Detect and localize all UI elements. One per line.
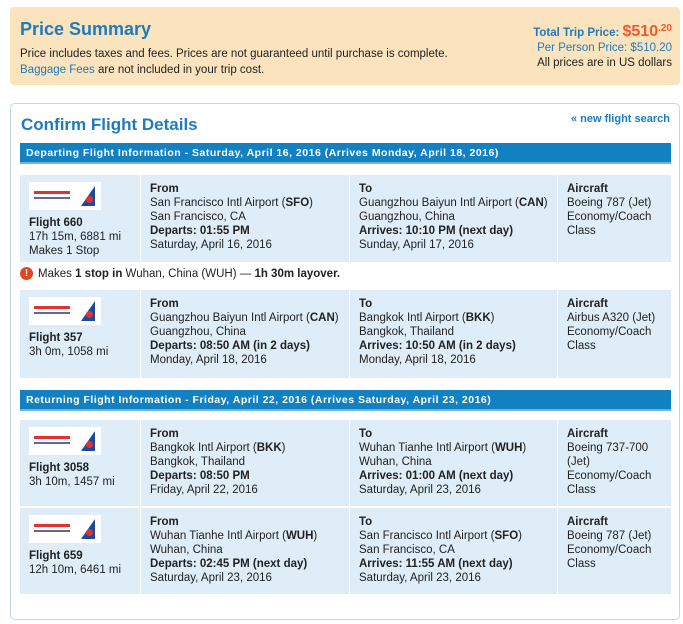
from-cell [141, 175, 349, 262]
flight-summary-cell [20, 420, 140, 506]
to-cell [350, 508, 557, 594]
airline-logo [29, 297, 101, 325]
to-city: Guangzhou, China [359, 211, 455, 223]
from-airport: Bangkok Intl Airport (BKK) [150, 442, 286, 454]
departs-time: Departs: 08:50 PM [150, 470, 250, 482]
aircraft-cell [558, 175, 671, 262]
cabin-class: Economy/Coach Class [567, 211, 652, 237]
flight-row [20, 290, 671, 378]
to-airport: Guangzhou Baiyun Intl Airport (CAN) [359, 197, 548, 209]
to-airport: Bangkok Intl Airport (BKK) [359, 312, 495, 324]
flight-duration: 3h 10m, 1457 mi [29, 476, 115, 488]
from-label: From [150, 516, 179, 528]
departs-date: Saturday, April 23, 2016 [150, 572, 272, 584]
airline-logo [29, 515, 101, 543]
from-label: From [150, 183, 179, 195]
confirm-title: Confirm Flight Details [21, 115, 198, 134]
from-city: San Francisco, CA [150, 211, 246, 223]
flight-number: Flight 357 [29, 332, 83, 344]
total-trip-price [533, 21, 672, 41]
aircraft-label: Aircraft [567, 428, 608, 440]
from-cell [141, 508, 349, 594]
arrives-date: Saturday, April 23, 2016 [359, 484, 481, 496]
flight-summary-cell [20, 508, 140, 594]
departs-date: Monday, April 18, 2016 [150, 354, 267, 366]
stop-notice [20, 267, 340, 280]
flight-row [20, 175, 671, 262]
departs-date: Saturday, April 16, 2016 [150, 239, 272, 251]
price-summary [10, 7, 680, 85]
aircraft-type: Boeing 787 (Jet) [567, 530, 652, 542]
to-label: To [359, 298, 373, 310]
price-totals [533, 21, 672, 71]
to-cell [350, 420, 557, 506]
departs-time: Departs: 01:55 PM [150, 225, 250, 237]
aircraft-type: Airbus A320 (Jet) [567, 312, 656, 324]
arrives-date: Sunday, April 17, 2016 [359, 239, 474, 251]
arrives-time: Arrives: 01:00 AM (next day) [359, 470, 514, 482]
aircraft-cell [558, 508, 671, 594]
from-airport: Wuhan Tianhe Intl Airport (WUH) [150, 530, 318, 542]
aircraft-type: Boeing 787 (Jet) [567, 197, 652, 209]
to-label: To [359, 428, 373, 440]
from-label: From [150, 428, 179, 440]
price-summary-title: Price Summary [20, 19, 152, 39]
flight-number: Flight 659 [29, 550, 83, 562]
aircraft-label: Aircraft [567, 516, 608, 528]
to-airport: Wuhan Tianhe Intl Airport (WUH) [359, 442, 527, 454]
to-label: To [359, 183, 373, 195]
to-city: Wuhan, China [359, 456, 432, 468]
per-person-price: Per Person Price: $510.20 [537, 41, 672, 54]
currency-note: All prices are in US dollars [537, 56, 672, 69]
total-label: Total Trip Price: [533, 26, 620, 39]
baggage-text: are not included in your trip cost. [94, 64, 265, 76]
cabin-class: Economy/Coach Class [567, 326, 652, 352]
aircraft-label: Aircraft [567, 298, 608, 310]
to-city: Bangkok, Thailand [359, 326, 455, 338]
from-city: Guangzhou, China [150, 326, 246, 338]
confirm-flight-panel [10, 103, 680, 620]
cabin-class: Economy/Coach Class [567, 544, 652, 570]
from-cell [141, 290, 349, 378]
arrives-date: Monday, April 18, 2016 [359, 354, 476, 366]
price-note: Price includes taxes and fees. Prices are not guaranteed until purchase is complete. [20, 48, 448, 60]
from-label: From [150, 298, 179, 310]
to-cell [350, 175, 557, 262]
aircraft-cell [558, 290, 671, 378]
arrives-date: Saturday, April 23, 2016 [359, 572, 481, 584]
aircraft-type: Boeing 737-700 (Jet) [567, 442, 649, 468]
flight-number: Flight 3058 [29, 462, 90, 474]
warning-icon: ! [20, 267, 33, 280]
from-city: Wuhan, China [150, 544, 223, 556]
cabin-class: Economy/Coach Class [567, 470, 652, 496]
airline-logo [29, 427, 101, 455]
baggage-fees-link[interactable]: Baggage Fees [20, 64, 95, 76]
total-amount: $510 [622, 22, 659, 40]
flight-duration: 3h 0m, 1058 mi [29, 346, 109, 358]
from-city: Bangkok, Thailand [150, 456, 246, 468]
aircraft-label: Aircraft [567, 183, 608, 195]
departing-header: Departing Flight Information - Saturday, April 16, 2016 (Arrives Monday, April 18, 2016) [20, 143, 671, 164]
new-flight-search-link[interactable]: « new flight search [570, 113, 670, 125]
total-cents: .20 [658, 23, 672, 34]
flight-stops: Makes 1 Stop [29, 245, 100, 257]
departs-time: Departs: 02:45 PM (next day) [150, 558, 308, 570]
departs-date: Friday, April 22, 2016 [150, 484, 258, 496]
airline-logo [29, 182, 101, 210]
from-airport: Guangzhou Baiyun Intl Airport (CAN) [150, 312, 339, 324]
arrives-time: Arrives: 11:55 AM (next day) [359, 558, 513, 570]
arrives-time: Arrives: 10:10 PM (next day) [359, 225, 514, 237]
from-airport: San Francisco Intl Airport (SFO) [150, 197, 313, 209]
to-airport: San Francisco Intl Airport (SFO) [359, 530, 522, 542]
flight-duration: 17h 15m, 6881 mi [29, 231, 122, 243]
arrives-time: Arrives: 10:50 AM (in 2 days) [359, 340, 516, 352]
flight-number: Flight 660 [29, 217, 83, 229]
stop-text: Makes 1 stop in Wuhan, China (WUH) — 1h 30m layover. [38, 267, 341, 280]
flight-row [20, 420, 671, 506]
to-label: To [359, 516, 373, 528]
from-cell [141, 420, 349, 506]
flight-summary-cell [20, 175, 140, 262]
flight-duration: 12h 10m, 6461 mi [29, 564, 122, 576]
flight-row [20, 508, 671, 594]
returning-header: Returning Flight Information - Friday, April 22, 2016 (Arrives Saturday, April 23, 2016) [20, 390, 671, 411]
to-cell [350, 290, 557, 378]
aircraft-cell [558, 420, 671, 506]
to-city: San Francisco, CA [359, 544, 455, 556]
departs-time: Departs: 08:50 AM (in 2 days) [150, 340, 310, 352]
flight-summary-cell [20, 290, 140, 378]
